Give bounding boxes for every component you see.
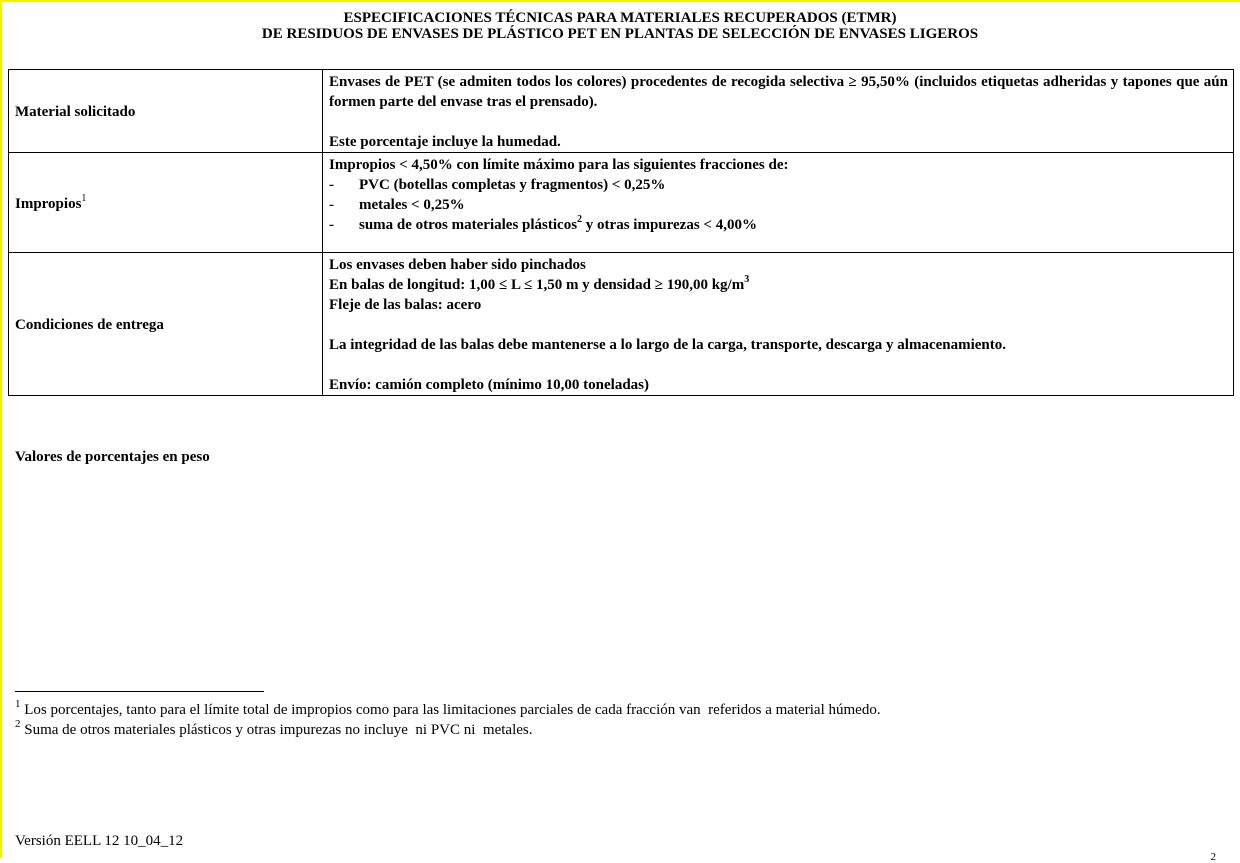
specifications-table [8,69,1234,396]
page-number: 2 [1210,851,1216,863]
table-row-material [9,70,1234,153]
row-label-condiciones: Condiciones de entrega [9,253,323,396]
row-label-impropios [9,153,323,253]
footnote-2 [15,720,881,740]
list-item [329,215,1228,235]
spacer [329,112,1228,132]
list-item-otros: suma de otros materiales plásticos [359,217,578,233]
title-line-1: ESPECIFICACIONES TÉCNICAS PARA MATERIALES RECUPERADOS (ETMR) [343,10,897,26]
row-label-material: Material solicitado [9,70,323,153]
footnotes [15,700,881,740]
spacer [329,355,1228,375]
list-item-metales: metales < 0,25% [359,197,465,213]
humidity-note: Este porcentaje incluye la humedad. [329,134,561,150]
row-content-impropios [323,153,1234,253]
document-title [0,10,1240,42]
balas-text: En balas de longitud: 1,00 ≤ L ≤ 1,50 m y densidad ≥ 190,00 kg/m [329,277,745,293]
row-content-material [323,70,1234,153]
list-item [329,195,1228,215]
footnote-1 [15,700,881,720]
table-row-impropios [9,153,1234,253]
footnote-ref-1: 1 [81,192,87,204]
footnote-separator [15,691,264,692]
list-dash: - [329,197,334,213]
footnote-text-2: Suma de otros materiales plásticos y otras impurezas no incluye ni PVC ni metales. [20,722,533,738]
list-item [329,175,1228,195]
footnote-text-1: Los porcentajes, tanto para el límite total de impropios como para las limitaciones parciales de cada fracción van referidos a material húmedo. [20,702,881,718]
condition-pinchados: Los envases deben haber sido pinchados [329,257,586,273]
unit-superscript: 3 [744,274,750,285]
condition-balas [329,275,1228,295]
weight-note: Valores de porcentajes en peso [15,449,210,465]
table-row-condiciones [9,253,1234,396]
impropios-intro: Impropios < 4,50% con límite máximo para las siguientes fracciones de: [329,157,789,173]
version-label: Versión EELL 12 10_04_12 [15,833,184,849]
list-dash: - [329,177,334,193]
condition-envio: Envío: camión completo (mínimo 10,00 toneladas) [329,377,649,393]
list-item-impurezas: y otras impurezas < 4,00% [585,217,757,233]
title-line-2: DE RESIDUOS DE ENVASES DE PLÁSTICO PET EN PLANTAS DE SELECCIÓN DE ENVASES LIGEROS [261,26,979,42]
material-description: Envases de PET (se admiten todos los colores) procedentes de recogida selectiva ≥ 95,50% (incluidos etiquetas adheridas y tapones que aún formen parte del envase tras el prensado). [329,74,1228,110]
footnote-mark-1: 1 [15,698,21,710]
list-dash: - [329,217,334,233]
spacer [329,315,1228,335]
condition-fleje: Fleje de las balas: acero [329,297,482,313]
footnote-mark-2: 2 [15,718,21,730]
condition-integridad: La integridad de las balas debe mantenerse a lo largo de la carga, transporte, descarga y almacenamiento. [329,337,1007,353]
footnote-ref-2: 2 [577,214,583,225]
list-item-pvc: PVC (botellas completas y fragmentos) < 0,25% [359,177,666,193]
row-content-condiciones [323,253,1234,396]
impropios-label-text: Impropios [15,195,82,212]
